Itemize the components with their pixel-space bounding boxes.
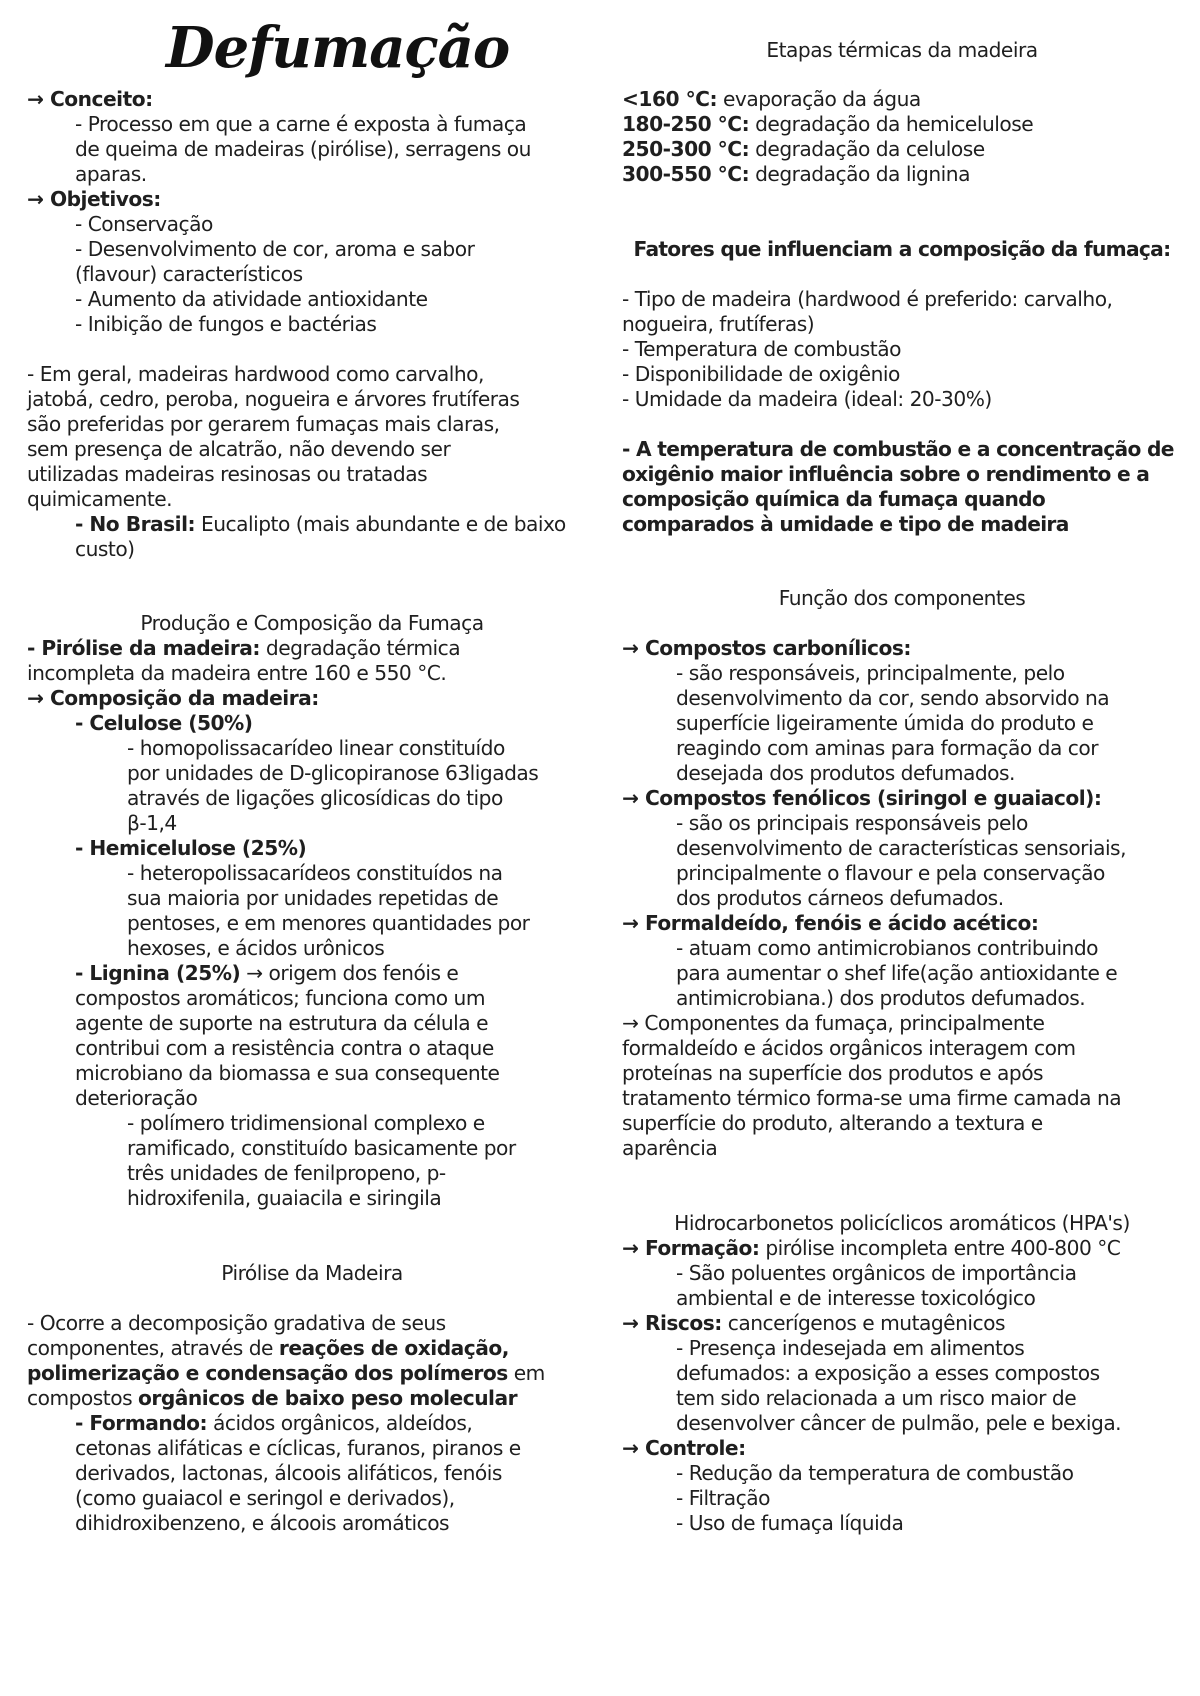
controle-item: - Uso de fumaça líquida xyxy=(676,1511,904,1535)
hemicelulose-line: pentoses, e em menores quantidades por xyxy=(127,911,530,935)
pirolise-madeira-text: componentes, através de xyxy=(27,1336,279,1360)
section-heading-etapas: Etapas térmicas da madeira xyxy=(766,38,1038,62)
formando-text: ácidos orgânicos, aldeídos, xyxy=(207,1411,473,1435)
etapa-range: 250-300 °C: xyxy=(622,137,750,161)
riscos-sub-line: desenvolver câncer de pulmão, pele e bexiga. xyxy=(676,1411,1122,1435)
riscos-sub-line: defumados: a exposição a esses compostos xyxy=(676,1361,1100,1385)
componentes-line: proteínas na superfície dos produtos e após xyxy=(622,1061,1044,1085)
celulose-line: β-1,4 xyxy=(127,811,177,835)
hemicelulose-line: sua maioria por unidades repetidas de xyxy=(127,886,499,910)
pirolise-madeira-bold: polimerização e condensação dos polímeros xyxy=(27,1361,508,1385)
formando-line: cetonas alifáticas e cíclicas, furanos, piranos e xyxy=(75,1436,521,1460)
fatores-bold-line: comparados à umidade e tipo de madeira xyxy=(622,512,1069,536)
lignina-sub-line: três unidades de fenilpropeno, p- xyxy=(127,1161,446,1185)
lignina-sub-line: ramificado, constituído basicamente por xyxy=(127,1136,516,1160)
conceito-line: de queima de madeiras (pirólise), serragens ou xyxy=(75,137,531,161)
formacao-label: → Formação: xyxy=(622,1236,760,1260)
formando-line: dihidroxibenzeno, e álcoois aromáticos xyxy=(75,1511,450,1535)
riscos-sub-line: tem sido relacionada a um risco maior de xyxy=(676,1386,1077,1410)
conceito-label: → Conceito: xyxy=(27,87,153,111)
geral-line: sem presença de alcatrão, não devendo ser xyxy=(27,437,451,461)
lignina-line: microbiano da biomassa e sua consequente xyxy=(75,1061,500,1085)
riscos-text: cancerígenos e mutagênicos xyxy=(721,1311,1005,1335)
lignina-line: agente de suporte na estrutura da célula e xyxy=(75,1011,489,1035)
pirolise-label: - Pirólise da madeira: xyxy=(27,636,260,660)
lignina-line: deterioração xyxy=(75,1086,198,1110)
objetivo-item: - Conservação xyxy=(75,212,213,236)
section-heading-hpa: Hidrocarbonetos policíclicos aromáticos (HPA's) xyxy=(674,1211,1130,1235)
formando-label: - Formando: xyxy=(75,1411,208,1435)
pirolise-line: incompleta da madeira entre 160 e 550 °C. xyxy=(27,661,447,685)
celulose-label: - Celulose (50%) xyxy=(75,711,253,735)
etapa-text: degradação da celulose xyxy=(749,137,985,161)
lignina-text: → origem dos fenóis e xyxy=(240,961,459,985)
geral-line: quimicamente. xyxy=(27,487,173,511)
geral-line: utilizadas madeiras resinosas ou tratadas xyxy=(27,462,428,486)
objetivo-item: - Desenvolvimento de cor, aroma e sabor xyxy=(75,237,475,261)
pirolise-text: degradação térmica xyxy=(260,636,461,660)
etapa-range: 180-250 °C: xyxy=(622,112,750,136)
fator-item: - Tipo de madeira (hardwood é preferido: carvalho, xyxy=(622,287,1113,311)
hemicelulose-line: hexoses, e ácidos urônicos xyxy=(127,936,385,960)
hemicelulose-label: - Hemicelulose (25%) xyxy=(75,836,307,860)
riscos-label: → Riscos: xyxy=(622,1311,722,1335)
fenolicos-line: - são os principais responsáveis pelo xyxy=(676,811,1028,835)
formaldeido-line: antimicrobiana.) dos produtos defumados. xyxy=(676,986,1086,1010)
pirolise-madeira-line xyxy=(27,1360,545,1387)
carbonilicos-line: desejada dos produtos defumados. xyxy=(676,761,1015,785)
riscos-line xyxy=(622,1310,1005,1337)
lignina-sub-line: hidroxifenila, guaiacila e siringila xyxy=(127,1186,442,1210)
formando-line xyxy=(75,1410,472,1437)
fatores-bold-line: oxigênio maior influência sobre o rendimento e a xyxy=(622,462,1150,486)
composicao-label: → Composição da madeira: xyxy=(27,686,319,710)
etapa-text: degradação da lignina xyxy=(749,162,970,186)
hemicelulose-line: - heteropolissacarídeos constituídos na xyxy=(127,861,503,885)
section-heading-producao: Produção e Composição da Fumaça xyxy=(140,611,484,635)
geral-line: são preferidas por gerarem fumaças mais claras, xyxy=(27,412,500,436)
fenolicos-line: dos produtos cárneos defumados. xyxy=(676,886,1004,910)
geral-line: - Em geral, madeiras hardwood como carvalho, xyxy=(27,362,484,386)
etapa-range: <160 °C: xyxy=(622,87,718,111)
componentes-line: → Componentes da fumaça, principalmente xyxy=(622,1011,1045,1035)
formaldeido-line: para aumentar o shef life(ação antioxidante e xyxy=(676,961,1118,985)
fator-item: - Umidade da madeira (ideal: 20-30%) xyxy=(622,387,992,411)
objetivo-item: - Aumento da atividade antioxidante xyxy=(75,287,428,311)
etapa-row xyxy=(622,136,985,163)
pirolise-madeira-line xyxy=(27,1335,509,1362)
fenolicos-line: desenvolvimento de características sensoriais, xyxy=(676,836,1126,860)
carbonilicos-line: - são responsáveis, principalmente, pelo xyxy=(676,661,1065,685)
fator-item: - Temperatura de combustão xyxy=(622,337,901,361)
section-heading-fatores: Fatores que influenciam a composição da fumaça: xyxy=(633,237,1171,261)
controle-label: → Controle: xyxy=(622,1436,746,1460)
formacao-line xyxy=(622,1235,1120,1262)
brasil-line: custo) xyxy=(75,537,135,561)
pirolise-madeira-text: compostos xyxy=(27,1386,138,1410)
etapa-row xyxy=(622,86,921,113)
lignina-label: - Lignina (25%) xyxy=(75,961,241,985)
formacao-text: pirólise incompleta entre 400-800 °C xyxy=(759,1236,1121,1260)
componentes-line: formaldeído e ácidos orgânicos interagem com xyxy=(622,1036,1076,1060)
pirolise-madeira-text: em xyxy=(507,1361,545,1385)
celulose-line: - homopolissacarídeo linear constituído xyxy=(127,736,505,760)
celulose-line: através de ligações glicosídicas do tipo xyxy=(127,786,503,810)
etapa-text: degradação da hemicelulose xyxy=(749,112,1034,136)
riscos-sub-line: - Presença indesejada em alimentos xyxy=(676,1336,1025,1360)
formando-line: derivados, lactonas, álcoois alifáticos, fenóis xyxy=(75,1461,502,1485)
pirolise-madeira-bold: orgânicos de baixo peso molecular xyxy=(138,1386,518,1410)
pirolise-madeira-bold: reações de oxidação, xyxy=(278,1336,509,1360)
section-heading-funcao: Função dos componentes xyxy=(778,586,1026,610)
fator-item: nogueira, frutíferas) xyxy=(622,312,815,336)
section-heading-pirolise: Pirólise da Madeira xyxy=(221,1261,403,1285)
brasil-label: - No Brasil: xyxy=(75,512,196,536)
carbonilicos-line: desenvolvimento da cor, sendo absorvido na xyxy=(676,686,1110,710)
controle-item: - Redução da temperatura de combustão xyxy=(676,1461,1074,1485)
page-title: Defumação xyxy=(166,15,510,81)
fator-item: - Disponibilidade de oxigênio xyxy=(622,362,900,386)
objetivo-item: (flavour) característicos xyxy=(75,262,303,286)
componentes-line: tratamento térmico forma-se uma firme camada na xyxy=(622,1086,1122,1110)
carbonilicos-label: → Compostos carbonílicos: xyxy=(622,636,911,660)
lignina-line: contribui com a resistência contra o ataque xyxy=(75,1036,494,1060)
formaldeido-label: → Formaldeído, fenóis e ácido acético: xyxy=(622,911,1039,935)
celulose-line: por unidades de D-glicopiranose 63ligadas xyxy=(127,761,539,785)
fenolicos-line: principalmente o flavour e pela conservação xyxy=(676,861,1105,885)
componentes-line: superfície do produto, alterando a textura e xyxy=(622,1111,1043,1135)
formaldeido-line: - atuam como antimicrobianos contribuindo xyxy=(676,936,1099,960)
brasil-line xyxy=(75,511,566,538)
conceito-line: - Processo em que a carne é exposta à fumaça xyxy=(75,112,527,136)
etapa-range: 300-550 °C: xyxy=(622,162,750,186)
etapa-row xyxy=(622,111,1033,138)
etapa-text: evaporação da água xyxy=(717,87,921,111)
conceito-line: aparas. xyxy=(75,162,147,186)
fenolicos-label: → Compostos fenólicos (siringol e guaiacol): xyxy=(622,786,1102,810)
formando-line: (como guaiacol e seringol e derivados), xyxy=(75,1486,455,1510)
etapa-row xyxy=(622,161,970,188)
pirolise-line xyxy=(27,635,460,662)
geral-line: jatobá, cedro, peroba, nogueira e árvores frutíferas xyxy=(27,387,520,411)
componentes-line: aparência xyxy=(622,1136,718,1160)
fatores-bold-line: composição química da fumaça quando xyxy=(622,487,1046,511)
carbonilicos-line: superfície ligeiramente úmida do produto e xyxy=(676,711,1094,735)
pirolise-madeira-line: - Ocorre a decomposição gradativa de seus xyxy=(27,1311,446,1335)
pirolise-madeira-line xyxy=(27,1385,517,1412)
carbonilicos-line: reagindo com aminas para formação da cor xyxy=(676,736,1099,760)
lignina-line: compostos aromáticos; funciona como um xyxy=(75,986,486,1010)
lignina-sub-line: - polímero tridimensional complexo e xyxy=(127,1111,485,1135)
fatores-bold-line: - A temperatura de combustão e a concentração de xyxy=(622,437,1174,461)
brasil-text: Eucalipto (mais abundante e de baixo xyxy=(195,512,566,536)
objetivos-label: → Objetivos: xyxy=(27,187,161,211)
controle-item: - Filtração xyxy=(676,1486,770,1510)
objetivo-item: - Inibição de fungos e bactérias xyxy=(75,312,377,336)
formacao-sub-line: - São poluentes orgânicos de importância xyxy=(676,1261,1077,1285)
lignina-line xyxy=(75,960,458,987)
formacao-sub-line: ambiental e de interesse toxicológico xyxy=(676,1286,1036,1310)
